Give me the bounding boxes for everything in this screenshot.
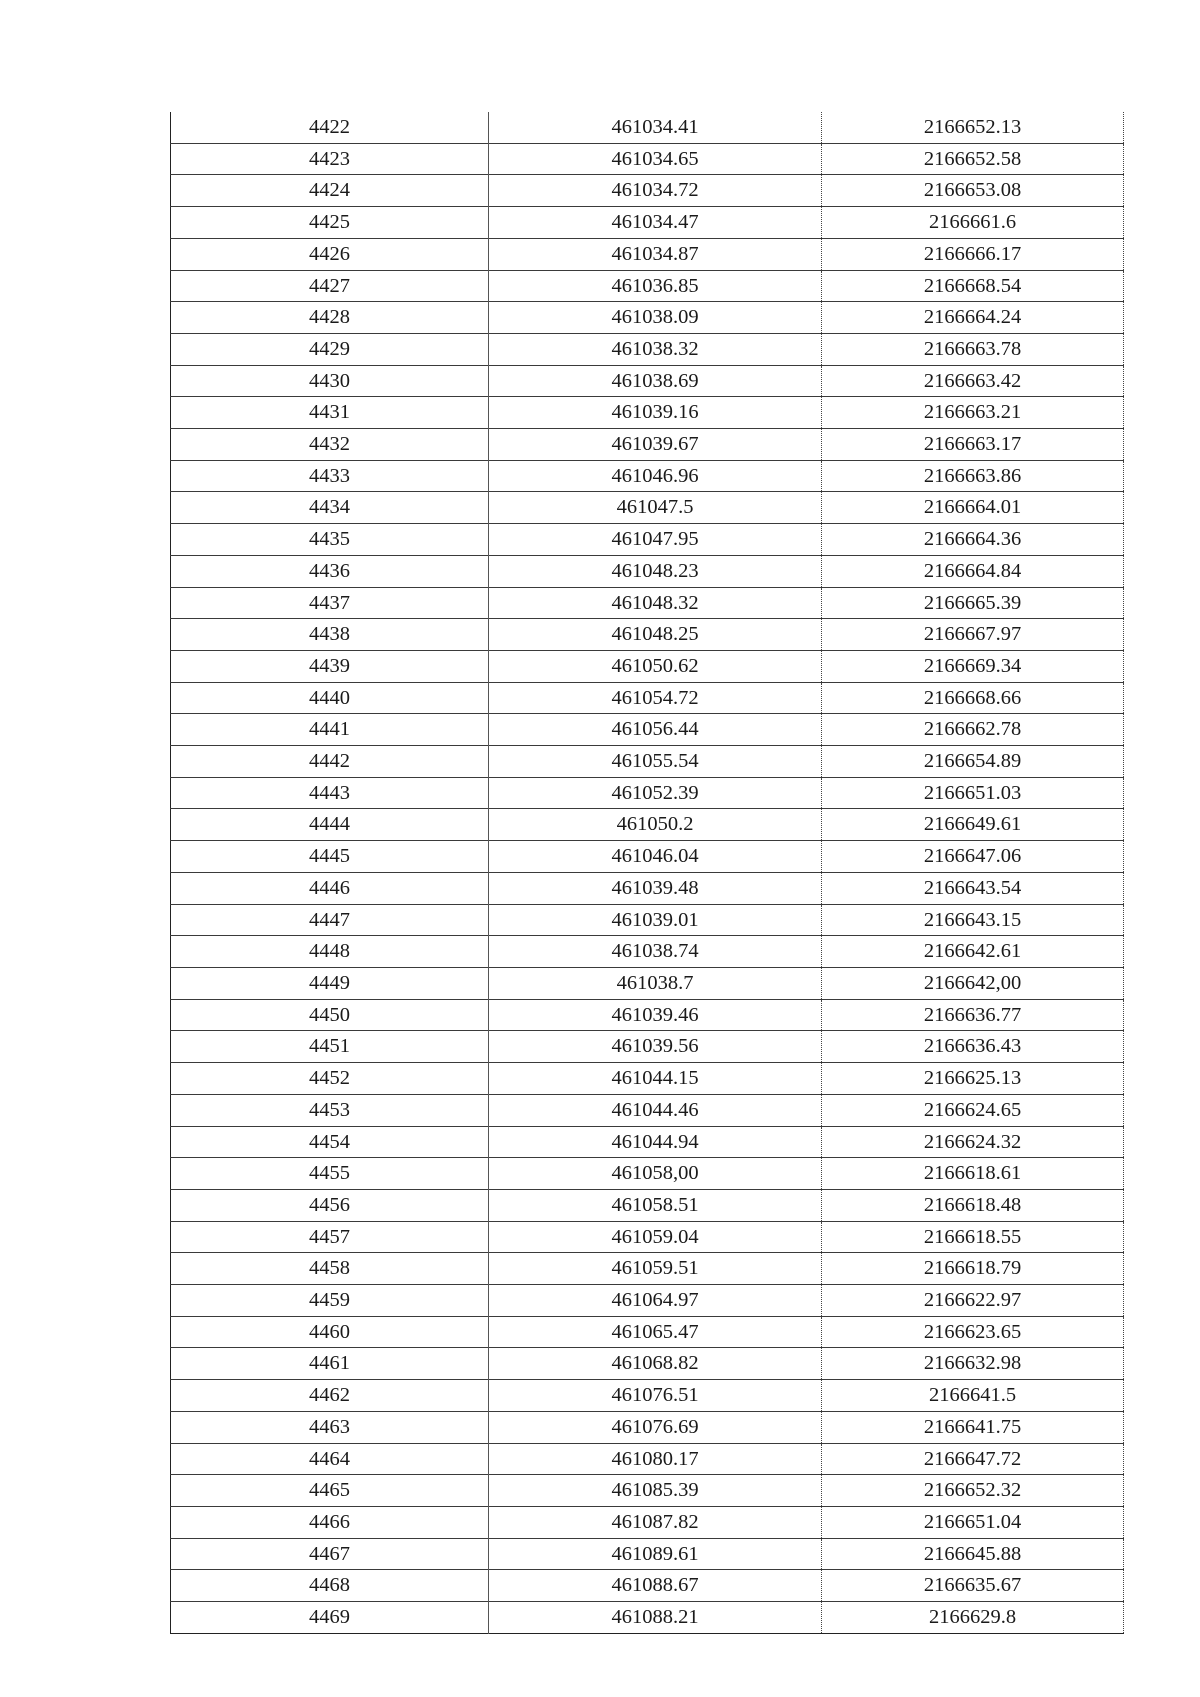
y-coordinate-cell: 2166651.03 [822, 777, 1124, 809]
y-coordinate-cell: 2166632.98 [822, 1348, 1124, 1380]
y-coordinate-cell: 2166665.39 [822, 587, 1124, 619]
y-coordinate-cell: 2166667.97 [822, 619, 1124, 651]
y-coordinate-cell: 2166642.61 [822, 936, 1124, 968]
table-row [171, 650, 1124, 682]
x-coordinate-cell: 461068.82 [489, 1348, 822, 1380]
point-id-cell: 4451 [171, 1031, 489, 1063]
point-id-cell: 4441 [171, 714, 489, 746]
y-coordinate-cell: 2166669.34 [822, 650, 1124, 682]
table-row [171, 999, 1124, 1031]
x-coordinate-cell: 461047.5 [489, 492, 822, 524]
x-coordinate-cell: 461054.72 [489, 682, 822, 714]
y-coordinate-cell: 2166629.8 [822, 1602, 1124, 1634]
x-coordinate-cell: 461038.74 [489, 936, 822, 968]
point-id-cell: 4467 [171, 1538, 489, 1570]
x-coordinate-cell: 461048.23 [489, 555, 822, 587]
point-id-cell: 4446 [171, 872, 489, 904]
table-row [171, 112, 1124, 143]
x-coordinate-cell: 461044.15 [489, 1063, 822, 1095]
y-coordinate-cell: 2166624.32 [822, 1126, 1124, 1158]
x-coordinate-cell: 461034.65 [489, 143, 822, 175]
table-row [171, 1538, 1124, 1570]
x-coordinate-cell: 461038.09 [489, 302, 822, 334]
table-row [171, 1506, 1124, 1538]
x-coordinate-cell: 461055.54 [489, 746, 822, 778]
point-id-cell: 4445 [171, 841, 489, 873]
table-row [171, 936, 1124, 968]
point-id-cell: 4439 [171, 650, 489, 682]
x-coordinate-cell: 461065.47 [489, 1316, 822, 1348]
table-row [171, 492, 1124, 524]
x-coordinate-cell: 461076.51 [489, 1380, 822, 1412]
y-coordinate-cell: 2166636.77 [822, 999, 1124, 1031]
table-row [171, 587, 1124, 619]
point-id-cell: 4444 [171, 809, 489, 841]
x-coordinate-cell: 461039.67 [489, 429, 822, 461]
point-id-cell: 4432 [171, 429, 489, 461]
x-coordinate-cell: 461048.32 [489, 587, 822, 619]
y-coordinate-cell: 2166663.78 [822, 333, 1124, 365]
table-row [171, 1063, 1124, 1095]
x-coordinate-cell: 461076.69 [489, 1411, 822, 1443]
y-coordinate-cell: 2166653.08 [822, 175, 1124, 207]
table-row [171, 619, 1124, 651]
x-coordinate-cell: 461036.85 [489, 270, 822, 302]
y-coordinate-cell: 2166618.48 [822, 1189, 1124, 1221]
y-coordinate-cell: 2166663.86 [822, 460, 1124, 492]
y-coordinate-cell: 2166642,00 [822, 967, 1124, 999]
y-coordinate-cell: 2166623.65 [822, 1316, 1124, 1348]
point-id-cell: 4455 [171, 1158, 489, 1190]
table-row [171, 365, 1124, 397]
y-coordinate-cell: 2166643.54 [822, 872, 1124, 904]
table-row [171, 809, 1124, 841]
y-coordinate-cell: 2166664.84 [822, 555, 1124, 587]
point-id-cell: 4436 [171, 555, 489, 587]
point-id-cell: 4424 [171, 175, 489, 207]
table-row [171, 1158, 1124, 1190]
table-row [171, 429, 1124, 461]
point-id-cell: 4438 [171, 619, 489, 651]
table-row [171, 238, 1124, 270]
table-row [171, 1221, 1124, 1253]
x-coordinate-cell: 461089.61 [489, 1538, 822, 1570]
y-coordinate-cell: 2166663.17 [822, 429, 1124, 461]
y-coordinate-cell: 2166652.13 [822, 112, 1124, 143]
table-row [171, 1475, 1124, 1507]
table-row [171, 1348, 1124, 1380]
x-coordinate-cell: 461038.32 [489, 333, 822, 365]
point-id-cell: 4458 [171, 1253, 489, 1285]
point-id-cell: 4447 [171, 904, 489, 936]
x-coordinate-cell: 461039.48 [489, 872, 822, 904]
y-coordinate-cell: 2166652.58 [822, 143, 1124, 175]
point-id-cell: 4422 [309, 116, 350, 138]
table-row [171, 1316, 1124, 1348]
table-row [171, 333, 1124, 365]
table-row [171, 746, 1124, 778]
point-id-cell: 4434 [171, 492, 489, 524]
table-row [171, 682, 1124, 714]
y-coordinate-cell: 2166624.65 [822, 1094, 1124, 1126]
point-id-cell: 4425 [171, 207, 489, 239]
table-row [171, 1031, 1124, 1063]
point-id-cell: 4462 [171, 1380, 489, 1412]
x-coordinate-cell: 461046.96 [489, 460, 822, 492]
x-coordinate-cell: 461088.21 [489, 1602, 822, 1634]
point-id-cell: 4433 [171, 460, 489, 492]
point-id-cell: 4430 [171, 365, 489, 397]
x-coordinate-cell: 461044.46 [489, 1094, 822, 1126]
y-coordinate-cell: 2166636.43 [822, 1031, 1124, 1063]
table-row [171, 555, 1124, 587]
point-id-cell: 4463 [171, 1411, 489, 1443]
table-row [171, 714, 1124, 746]
x-coordinate-cell: 461034.41 [489, 112, 822, 143]
table-row [171, 1189, 1124, 1221]
point-id-cell: 4460 [171, 1316, 489, 1348]
y-coordinate-cell: 2166662.78 [822, 714, 1124, 746]
point-id-cell: 4456 [171, 1189, 489, 1221]
y-coordinate-cell: 2166664.36 [822, 524, 1124, 556]
y-coordinate-cell: 2166625.13 [822, 1063, 1124, 1095]
coordinates-table [170, 112, 1124, 1634]
x-coordinate-cell: 461047.95 [489, 524, 822, 556]
table-row [171, 904, 1124, 936]
y-coordinate-cell: 2166635.67 [822, 1570, 1124, 1602]
point-id-cell: 4448 [171, 936, 489, 968]
table-row [171, 302, 1124, 334]
x-coordinate-cell: 461064.97 [489, 1285, 822, 1317]
y-coordinate-cell: 2166641.75 [822, 1411, 1124, 1443]
table-row [171, 1570, 1124, 1602]
x-coordinate-cell: 461038.69 [489, 365, 822, 397]
table-row [171, 872, 1124, 904]
x-coordinate-cell: 461039.16 [489, 397, 822, 429]
point-id-cell: 4457 [171, 1221, 489, 1253]
point-id-cell: 4428 [171, 302, 489, 334]
x-coordinate-cell: 461059.04 [489, 1221, 822, 1253]
point-id-cell: 4449 [171, 967, 489, 999]
point-id-cell: 4461 [171, 1348, 489, 1380]
y-coordinate-cell: 2166663.42 [822, 365, 1124, 397]
point-id-cell: 4465 [171, 1475, 489, 1507]
y-coordinate-cell: 2166668.54 [822, 270, 1124, 302]
x-coordinate-cell: 461038.7 [489, 967, 822, 999]
table-row [171, 207, 1124, 239]
x-coordinate-cell: 461046.04 [489, 841, 822, 873]
x-coordinate-cell: 461050.2 [489, 809, 822, 841]
x-coordinate-cell: 461058.51 [489, 1189, 822, 1221]
x-coordinate-cell: 461034.47 [489, 207, 822, 239]
y-coordinate-cell: 2166645.88 [822, 1538, 1124, 1570]
table-row [171, 1285, 1124, 1317]
table-row [171, 143, 1124, 175]
y-coordinate-cell: 2166643.15 [822, 904, 1124, 936]
y-coordinate-cell: 2166652.32 [822, 1475, 1124, 1507]
x-coordinate-cell: 461085.39 [489, 1475, 822, 1507]
x-coordinate-cell: 461058,00 [489, 1158, 822, 1190]
point-id-cell: 4442 [171, 746, 489, 778]
x-coordinate-cell: 461050.62 [489, 650, 822, 682]
table-row [171, 1380, 1124, 1412]
point-id-cell: 4469 [171, 1602, 489, 1634]
point-id-cell: 4440 [171, 682, 489, 714]
point-id-cell: 4429 [171, 333, 489, 365]
table-row [171, 841, 1124, 873]
y-coordinate-cell: 2166649.61 [822, 809, 1124, 841]
point-id-cell: 4426 [171, 238, 489, 270]
point-id-cell: 4450 [171, 999, 489, 1031]
y-coordinate-cell: 2166641.5 [822, 1380, 1124, 1412]
y-coordinate-cell: 2166622.97 [822, 1285, 1124, 1317]
x-coordinate-cell: 461039.01 [489, 904, 822, 936]
y-coordinate-cell: 2166618.55 [822, 1221, 1124, 1253]
x-coordinate-cell: 461052.39 [489, 777, 822, 809]
x-coordinate-cell: 461039.46 [489, 999, 822, 1031]
y-coordinate-cell: 2166647.72 [822, 1443, 1124, 1475]
y-coordinate-cell: 2166618.79 [822, 1253, 1124, 1285]
table-row [171, 1443, 1124, 1475]
table-row [171, 967, 1124, 999]
point-id-cell: 4464 [171, 1443, 489, 1475]
point-id-cell: 4431 [171, 397, 489, 429]
y-coordinate-cell: 2166618.61 [822, 1158, 1124, 1190]
x-coordinate-cell: 461059.51 [489, 1253, 822, 1285]
y-coordinate-cell: 2166661.6 [822, 207, 1124, 239]
x-coordinate-cell: 461034.72 [489, 175, 822, 207]
point-id-cell: 4459 [171, 1285, 489, 1317]
x-coordinate-cell: 461056.44 [489, 714, 822, 746]
y-coordinate-cell: 2166647.06 [822, 841, 1124, 873]
table-row [171, 397, 1124, 429]
point-id-cell: 4423 [171, 143, 489, 175]
x-coordinate-cell: 461044.94 [489, 1126, 822, 1158]
y-coordinate-cell: 2166664.01 [822, 492, 1124, 524]
point-id-cell: 4443 [171, 777, 489, 809]
coordinates-table-body [171, 112, 1124, 1633]
x-coordinate-cell: 461048.25 [489, 619, 822, 651]
table-row [171, 777, 1124, 809]
table-row [171, 1602, 1124, 1634]
table-row [171, 524, 1124, 556]
point-id-cell: 4454 [171, 1126, 489, 1158]
point-id-cell: 4435 [171, 524, 489, 556]
table-row [171, 270, 1124, 302]
table-row [171, 1126, 1124, 1158]
y-coordinate-cell: 2166654.89 [822, 746, 1124, 778]
y-coordinate-cell: 2166666.17 [822, 238, 1124, 270]
point-id-cell: 4452 [171, 1063, 489, 1095]
x-coordinate-cell: 461039.56 [489, 1031, 822, 1063]
point-id-cell: 4437 [171, 587, 489, 619]
y-coordinate-cell: 2166668.66 [822, 682, 1124, 714]
y-coordinate-cell: 2166663.21 [822, 397, 1124, 429]
point-id-cell: 4427 [171, 270, 489, 302]
table-row [171, 460, 1124, 492]
y-coordinate-cell: 2166651.04 [822, 1506, 1124, 1538]
point-id-cell: 4466 [171, 1506, 489, 1538]
x-coordinate-cell: 461088.67 [489, 1570, 822, 1602]
x-coordinate-cell: 461080.17 [489, 1443, 822, 1475]
point-id-cell: 4453 [171, 1094, 489, 1126]
table-row [171, 1253, 1124, 1285]
y-coordinate-cell: 2166664.24 [822, 302, 1124, 334]
table-row [171, 1411, 1124, 1443]
x-coordinate-cell: 461034.87 [489, 238, 822, 270]
table-row [171, 175, 1124, 207]
x-coordinate-cell: 461087.82 [489, 1506, 822, 1538]
table-row [171, 1094, 1124, 1126]
point-id-cell: 4468 [171, 1570, 489, 1602]
